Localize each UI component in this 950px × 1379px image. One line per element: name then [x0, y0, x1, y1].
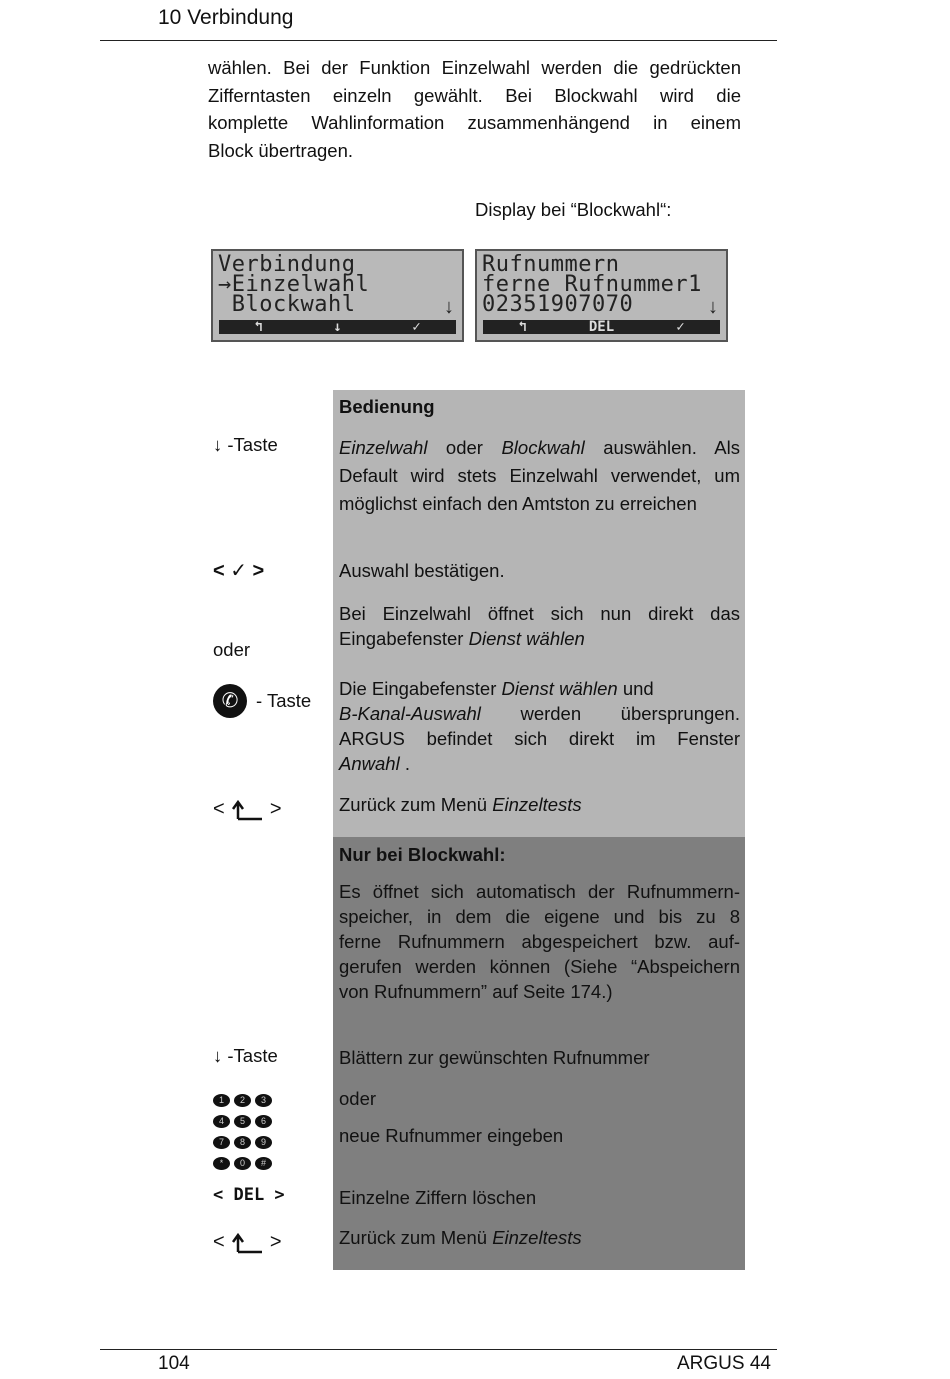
lcd-lines [482, 252, 721, 317]
lcd-display-rufnummern [475, 249, 728, 342]
back-key[interactable]: < > [213, 798, 282, 820]
bedienung-heading: Bedienung [339, 396, 435, 417]
footer-rule [100, 1349, 777, 1350]
phone-key-label: - Taste [256, 690, 312, 711]
oder-label: oder [213, 639, 251, 660]
keypad-key[interactable]: # [255, 1157, 272, 1170]
blockwahl-line: ferne Rufnummern abgespeichert bzw. auf- [339, 931, 740, 952]
keypad-key[interactable]: 8 [234, 1136, 251, 1149]
confirm-softkey-icon[interactable]: ✓ [676, 319, 685, 335]
intro-line: Block übertragen. [208, 140, 354, 162]
intro-line: wählen. Bei der Funktion Einzelwahl werden die gedrückten [208, 57, 741, 78]
lcd-line: Verbindung [218, 252, 356, 277]
del-text: Einzelne Ziffern löschen [339, 1187, 537, 1208]
keypad-key[interactable]: * [213, 1157, 230, 1170]
back-arrow-icon [230, 799, 264, 821]
chapter-title: 10 Verbindung [158, 6, 294, 29]
down-key-label: ↓ -Taste [213, 434, 278, 455]
page-number: 104 [158, 1353, 190, 1374]
back-text: Zurück zum Menü Einzeltests [339, 1227, 582, 1248]
confirm-text: Auswahl bestätigen. [339, 560, 505, 581]
blockwahl-heading: Nur bei Blockwahl: [339, 844, 506, 865]
keypad-key[interactable]: 0 [234, 1157, 251, 1170]
intro-paragraph [208, 54, 741, 165]
back-softkey-icon[interactable]: ↰ [254, 319, 263, 335]
keypad-key[interactable]: 4 [213, 1115, 230, 1128]
back-softkey-icon[interactable]: ↰ [518, 319, 527, 335]
einzelwahl-line: Eingabefenster Dienst wählen [339, 628, 585, 649]
softkey-bar [219, 320, 456, 334]
blockwahl-description [339, 879, 740, 1004]
header-rule [100, 40, 777, 41]
lcd-display-verbindung [211, 249, 464, 342]
select-line: Default wird stets Einzelwahl verwendet, um [339, 465, 740, 486]
lcd-lines [218, 252, 457, 317]
skip-line: ARGUS befindet sich direkt im Fenster [339, 728, 740, 749]
browse-text: Blättern zur gewünschten Rufnummer [339, 1047, 650, 1068]
keypad-key[interactable]: 7 [213, 1136, 230, 1149]
scroll-down-icon: ↓ [444, 296, 454, 318]
scroll-down-icon: ↓ [708, 296, 718, 318]
confirm-key[interactable]: < ✓ > [213, 560, 265, 582]
display-caption: Display bei “Blockwahl“: [475, 199, 672, 220]
blockwahl-line: von Rufnummern” auf Seite 174.) [339, 981, 613, 1002]
keypad-key[interactable]: 2 [234, 1094, 251, 1107]
new-number-text: neue Rufnummer eingeben [339, 1125, 564, 1146]
intro-line: komplette Wahlinformation zusammenhängend in einem [208, 112, 741, 134]
skip-line: Die Eingabefenster Dienst wählen und [339, 678, 654, 699]
skip-line: Anwahl . [339, 753, 410, 774]
lcd-line: Blockwahl [218, 292, 356, 317]
keypad-key[interactable]: 9 [255, 1136, 272, 1149]
skip-description [339, 676, 740, 776]
blockwahl-line: Es öffnet sich automatisch der Rufnummern- [339, 881, 740, 902]
down-softkey-icon[interactable]: ↓ [333, 319, 342, 335]
product-name: ARGUS 44 [677, 1353, 771, 1374]
keypad-key[interactable]: 3 [255, 1094, 272, 1107]
del-softkey[interactable]: DEL [588, 319, 615, 335]
softkey-bar [483, 320, 720, 334]
phone-key-icon[interactable]: ✆ [213, 684, 247, 718]
down-key-label: ↓ -Taste [213, 1045, 278, 1066]
back-arrow-icon [230, 1232, 264, 1254]
lcd-line: →Einzelwahl [218, 272, 370, 297]
lcd-line: 02351907070 [482, 292, 634, 317]
blockwahl-line: speicher, in dem die eigene und bis zu 8 [339, 906, 740, 927]
select-line: möglichst einfach den Amtston zu erreichen [339, 493, 697, 514]
keypad-key[interactable]: 6 [255, 1115, 272, 1128]
back-text: Zurück zum Menü Einzeltests [339, 794, 582, 815]
select-description [339, 434, 740, 518]
lcd-line: Rufnummern [482, 252, 620, 277]
keypad-key[interactable]: 5 [234, 1115, 251, 1128]
del-key[interactable]: < DEL > [213, 1185, 285, 1205]
einzelwahl-description [339, 601, 740, 651]
select-line: Einzelwahl oder Blockwahl auswählen. Als [339, 437, 740, 458]
back-key[interactable]: < > [213, 1231, 282, 1253]
keypad-icon[interactable] [213, 1090, 288, 1174]
einzelwahl-line: Bei Einzelwahl öffnet sich nun direkt das [339, 603, 740, 624]
blockwahl-line: gerufen werden können (Siehe “Abspeichern [339, 956, 740, 977]
skip-line: B-Kanal-Auswahl werden übersprungen. [339, 703, 740, 724]
oder-text: oder [339, 1088, 377, 1109]
lcd-line: ferne Rufnummer1 [482, 272, 702, 297]
confirm-softkey-icon[interactable]: ✓ [412, 319, 421, 335]
intro-line: Zifferntasten einzeln gewählt. Bei Blockwahl wird die [208, 84, 741, 106]
keypad-key[interactable]: 1 [213, 1094, 230, 1107]
